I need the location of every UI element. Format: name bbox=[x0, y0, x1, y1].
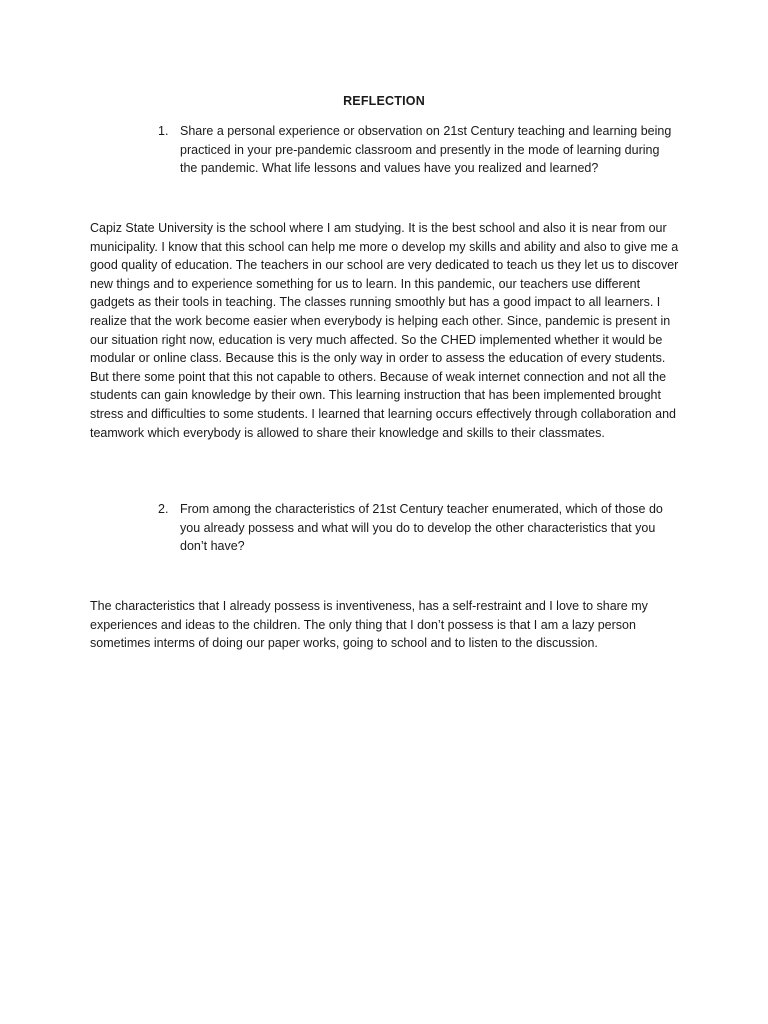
question-2-text: From among the characteristics of 21st Century teacher enumerated, which of those do you already possess and what will you do to develop the other characteristics that you don’t have? bbox=[180, 502, 663, 553]
question-1-text: Share a personal experience or observation on 21st Century teaching and learning being practiced in your pre-pandemic classroom and presently in the mode of learning during the pandemic. What life lessons and values have you realized and learned? bbox=[180, 124, 672, 175]
question-1 bbox=[158, 122, 678, 178]
question-2-number: 2. bbox=[158, 502, 169, 516]
answer-1-paragraph: Capiz State University is the school where I am studying. It is the best school and also it is near from our municipality. I know that this school can help me more o develop my skills and ability and also to give me a good quality of education. The teachers in our school are very dedicated to teach us they let us to discover new things and to experience something for us to learn. In this pandemic, our teachers use different gadgets as their tools in teaching. The classes running smoothly but has a good impact to all learners. I realize that the work become easier when everybody is helping each other. Since, pandemic is present in our situation right now, education is very much affected. So the CHED implemented whether it would be modular or online class. Because this is the only way in order to assess the education of every students. But there some point that this not capable to others. Because of weak internet connection and not all the students can gain knowledge by their own. This learning instruction that has been implemented brought stress and difficulties to some students. I learned that learning occurs effectively through collaboration and teamwork which everybody is allowed to share their knowledge and skills to their classmates. bbox=[90, 221, 679, 440]
question-2 bbox=[158, 500, 678, 556]
answer-2-paragraph: The characteristics that I already possess is inventiveness, has a self-restraint and I love to share my experiences and ideas to the children. The only thing that I don’t possess is that I am a lazy person sometimes interms of doing our paper works, going to school and to listen to the discussion. bbox=[90, 599, 648, 651]
question-1-number: 1. bbox=[158, 124, 169, 138]
document-title: REFLECTION bbox=[343, 94, 425, 108]
